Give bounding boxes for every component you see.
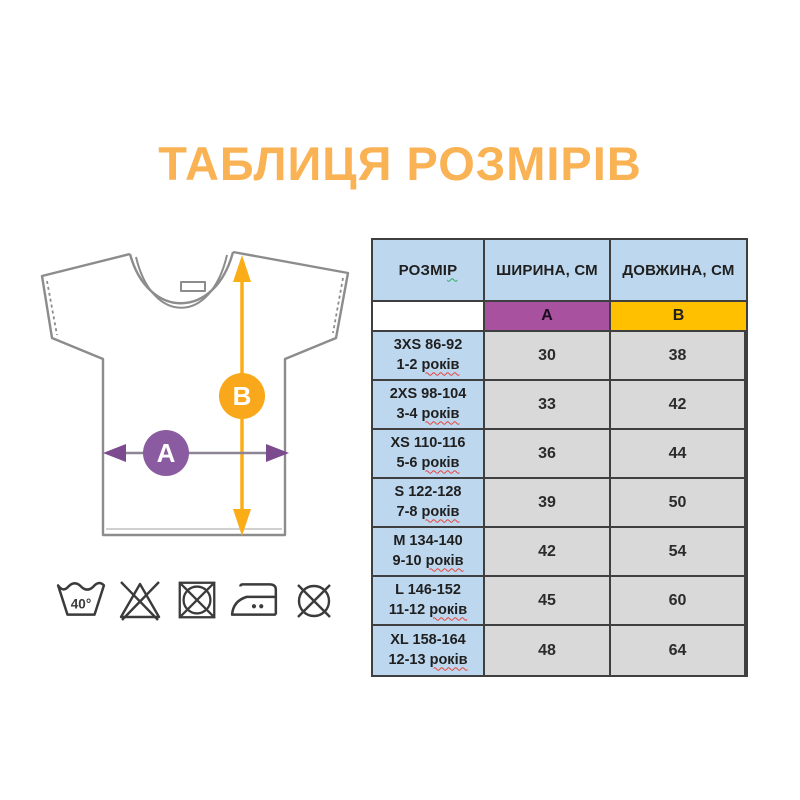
measure-band-row	[373, 302, 746, 332]
wash-temp-label: 40°	[70, 596, 92, 612]
length-value: 64	[611, 626, 746, 675]
width-value: 30	[485, 332, 611, 381]
width-value: 36	[485, 430, 611, 479]
size-cell: 2XS 98-104 3-4 років	[373, 381, 485, 430]
width-value: 33	[485, 381, 611, 430]
tshirt-diagram	[30, 245, 360, 545]
size-cell: 3XS 86-92 1-2 років	[373, 332, 485, 381]
size-cell: S 122-128 7-8 років	[373, 479, 485, 528]
length-value: 38	[611, 332, 746, 381]
do-not-bleach-icon	[116, 574, 164, 626]
width-value: 48	[485, 626, 611, 675]
size-table-body	[373, 332, 746, 675]
size-cell: XL 158-164 12-13 років	[373, 626, 485, 675]
table-row	[373, 626, 746, 675]
length-value: 44	[611, 430, 746, 479]
table-row	[373, 332, 746, 381]
header-cell: ШИРИНА, СМ	[485, 240, 611, 302]
width-arrow-a	[103, 430, 289, 476]
length-value: 60	[611, 577, 746, 626]
width-label-a: A	[156, 438, 176, 468]
length-arrow-b	[219, 255, 265, 536]
iron-medium-icon	[230, 574, 280, 626]
size-cell: L 146-152 11-12 років	[373, 577, 485, 626]
table-header-row	[373, 240, 746, 302]
page-title: ТАБЛИЦЯ РОЗМІРІВ	[158, 137, 642, 190]
do-not-tumble-dry-icon	[174, 574, 220, 626]
table-row	[373, 381, 746, 430]
size-cell: M 134-140 9-10 років	[373, 528, 485, 577]
measure-band-b: В	[611, 302, 746, 332]
measure-band-blank	[373, 302, 485, 332]
header-cell: РОЗМІ Р	[373, 240, 485, 302]
size-cell: XS 110-116 5-6 років	[373, 430, 485, 479]
length-value: 54	[611, 528, 746, 577]
table-row	[373, 479, 746, 528]
length-value: 50	[611, 479, 746, 528]
care-icons-row	[56, 574, 338, 626]
length-value: 42	[611, 381, 746, 430]
table-row	[373, 430, 746, 479]
width-value: 42	[485, 528, 611, 577]
table-row	[373, 577, 746, 626]
wash-40-icon	[56, 574, 106, 626]
width-value: 39	[485, 479, 611, 528]
size-table	[371, 238, 748, 677]
tshirt-outline	[42, 252, 348, 535]
length-label-b: B	[232, 381, 252, 411]
header-cell: ДОВЖИНА, СМ	[611, 240, 746, 302]
measure-band-a: А	[485, 302, 611, 332]
table-row	[373, 528, 746, 577]
width-value: 45	[485, 577, 611, 626]
do-not-dry-clean-icon	[290, 574, 338, 626]
